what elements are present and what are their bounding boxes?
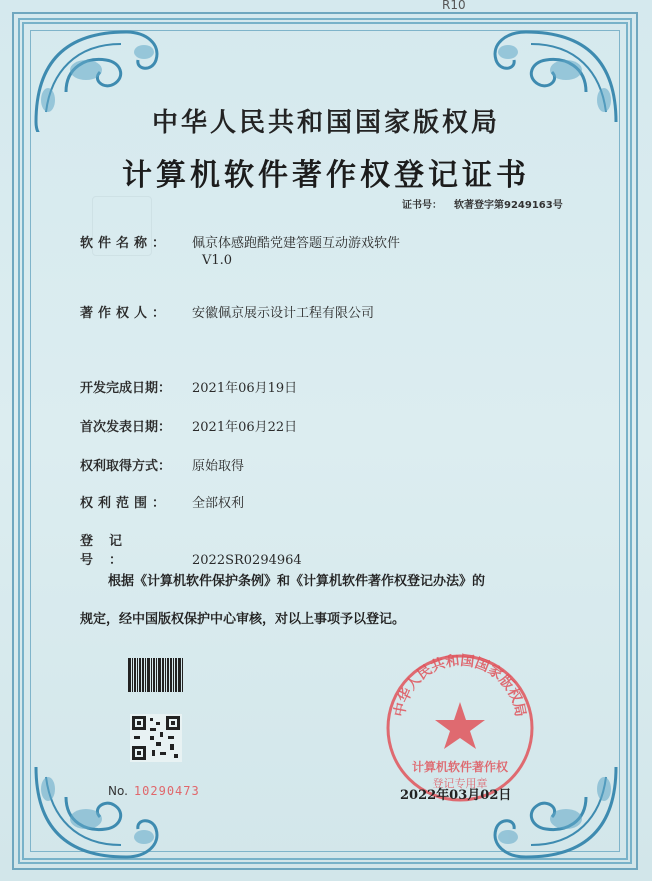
handwritten-note: R10 bbox=[442, 0, 466, 12]
field-value-version: V1.0 bbox=[202, 253, 233, 268]
statement-line-2: 规定，经中国版权保护中心审核，对以上事项予以登记。 bbox=[80, 612, 406, 627]
svg-text:计算机软件著作权: 计算机软件著作权 bbox=[411, 760, 509, 774]
field-completion-date bbox=[80, 377, 297, 396]
field-value: 全部权利 bbox=[192, 496, 245, 511]
corner-ornament-icon bbox=[26, 757, 176, 867]
certificate-title: 计算机软件著作权登记证书 bbox=[122, 158, 530, 193]
field-label: 登记号： bbox=[80, 534, 139, 568]
field-value: 2021年06月19日 bbox=[192, 381, 298, 396]
svg-text:中华人民共和国国家版权局: 中华人民共和国国家版权局 bbox=[391, 652, 529, 719]
field-software-name bbox=[80, 232, 400, 268]
official-seal-stamp bbox=[384, 652, 536, 804]
issue-date: 2022年03月02日 bbox=[400, 788, 512, 803]
field-value: 原始取得 bbox=[192, 459, 245, 474]
serial-number-value: 10290473 bbox=[133, 784, 200, 798]
field-label: 首次发表日期： bbox=[80, 420, 172, 435]
certificate-number bbox=[402, 196, 563, 211]
field-rights-scope bbox=[80, 492, 244, 511]
field-label: 著作权人： bbox=[80, 306, 171, 321]
field-value: 佩京体感跑酷党建答题互动游戏软件 bbox=[192, 236, 401, 251]
field-acquisition-method bbox=[80, 455, 244, 474]
field-value: 2022SR0294964 bbox=[192, 553, 302, 568]
field-label: 权利范围： bbox=[80, 496, 171, 511]
qr-code-icon bbox=[130, 714, 182, 762]
certificate-number-label: 证书号： bbox=[402, 200, 442, 211]
field-owner bbox=[80, 302, 374, 321]
field-value: 2021年06月22日 bbox=[192, 420, 298, 435]
certificate-number-value: 软著登字第9249163号 bbox=[454, 200, 563, 211]
field-label: 权利取得方式： bbox=[80, 459, 172, 474]
field-publish-date bbox=[80, 416, 297, 435]
field-label: 软件名称： bbox=[80, 236, 171, 251]
field-registration-number bbox=[80, 530, 302, 568]
barcode-icon bbox=[128, 658, 184, 692]
statement-line-1: 根据《计算机软件保护条例》和《计算机软件著作权登记办法》的 bbox=[108, 574, 486, 589]
serial-number bbox=[108, 784, 200, 798]
field-label: 开发完成日期： bbox=[80, 381, 172, 396]
serial-number-label: No. bbox=[108, 784, 128, 798]
field-value: 安徽佩京展示设计工程有限公司 bbox=[192, 306, 375, 321]
issuer-heading: 中华人民共和国国家版权局 bbox=[151, 108, 500, 138]
svg-text:登记专用章: 登记专用章 bbox=[432, 777, 488, 790]
